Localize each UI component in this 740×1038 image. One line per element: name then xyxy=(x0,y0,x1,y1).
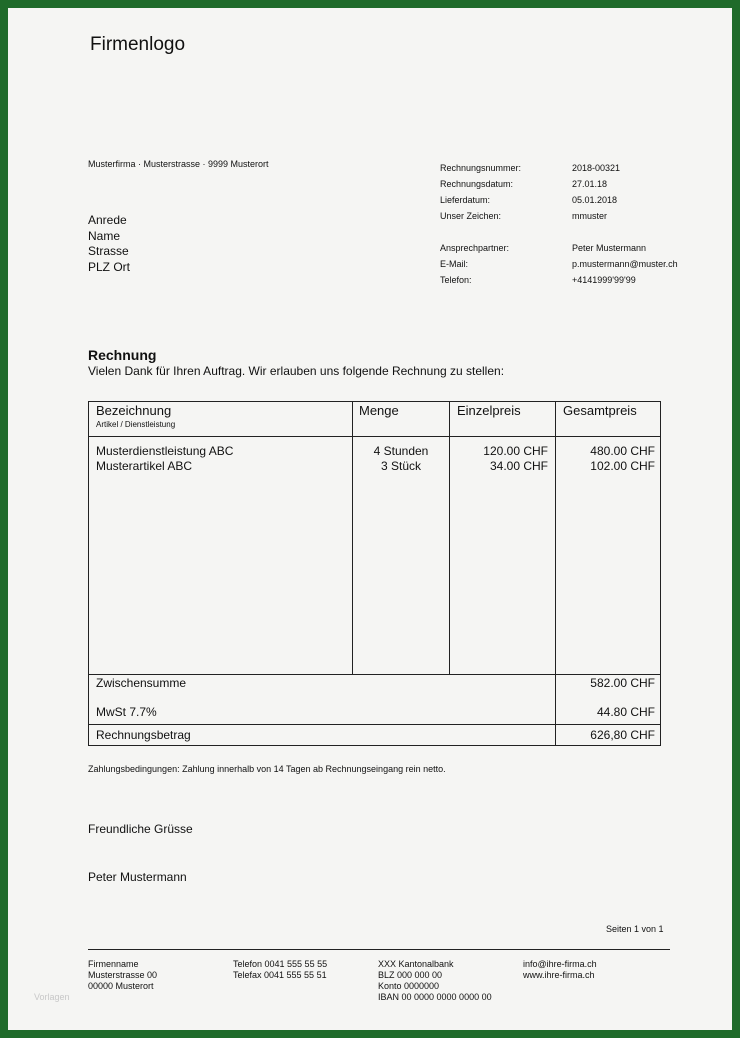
footer-line: Konto 0000000 xyxy=(378,981,440,991)
footer-line: Telefon 0041 555 55 55 xyxy=(233,959,328,969)
footer-phone xyxy=(233,959,327,981)
payment-terms: Zahlungsbedingungen: Zahlung innerhalb von 14 Tagen ab Rechnungseingang rein netto. xyxy=(88,764,446,774)
row-unit-price: 120.00 CHF xyxy=(483,444,548,458)
total-divider xyxy=(89,724,660,725)
vat-label: MwSt 7.7% xyxy=(96,705,157,719)
header-description-sub: Artikel / Dienstleistung xyxy=(96,420,176,429)
footer-line: 00000 Musterort xyxy=(88,981,154,991)
column-divider xyxy=(352,402,353,674)
delivery-date: 05.01.2018 xyxy=(572,195,618,205)
invoice-number: 2018-00321 xyxy=(572,163,621,173)
header-divider xyxy=(89,436,660,437)
header-description: Bezeichnung xyxy=(96,403,172,418)
header-quantity: Menge xyxy=(359,403,399,418)
invoice-meta xyxy=(440,163,678,291)
recipient-line: Strasse xyxy=(88,244,129,258)
footer-line: XXX Kantonalbank xyxy=(378,959,454,969)
invoice-table xyxy=(88,401,661,746)
footer-line: Firmenname xyxy=(88,959,139,969)
footer-line: Telefax 0041 555 55 51 xyxy=(233,970,327,980)
invoice-number-label: Rechnungsnummer: xyxy=(440,163,522,173)
intro-text: Vielen Dank für Ihren Auftrag. Wir erlauben uns folgende Rechnung zu stellen: xyxy=(88,364,505,378)
recipient-line: Name xyxy=(88,228,121,243)
row-description: Musterartikel ABC xyxy=(96,459,193,473)
page-number: Seiten 1 von 1 xyxy=(606,924,664,934)
invoice-page xyxy=(8,8,732,1030)
delivery-date-label: Lieferdatum: xyxy=(440,195,491,205)
row-quantity: 4 Stunden xyxy=(373,444,429,458)
invoice-date: 27.01.18 xyxy=(572,179,608,189)
invoice-date-label: Rechnungsdatum: xyxy=(440,179,514,189)
email-label: E-Mail: xyxy=(440,259,469,269)
footer-line: Musterstrasse 00 xyxy=(88,970,158,980)
footer-web xyxy=(523,959,597,981)
contact-label: Ansprechpartner: xyxy=(440,243,510,253)
body-divider xyxy=(89,674,660,675)
subtotal-value: 582.00 CHF xyxy=(590,676,655,690)
contact-person: Peter Mustermann xyxy=(572,243,647,253)
document-title: Rechnung xyxy=(88,347,157,363)
subtotal-label: Zwischensumme xyxy=(96,676,187,690)
header-unit-price: Einzelpreis xyxy=(457,403,521,418)
signature-name: Peter Mustermann xyxy=(88,870,187,884)
row-description: Musterdienstleistung ABC xyxy=(96,444,234,458)
footer-bank xyxy=(378,959,492,1003)
footer-company xyxy=(88,959,157,992)
reference: mmuster xyxy=(572,211,608,221)
reference-label: Unser Zeichen: xyxy=(440,211,502,221)
watermark: Vorlagen xyxy=(34,992,70,1002)
recipient-line: Anrede xyxy=(88,213,127,227)
header-total-price: Gesamtpreis xyxy=(563,403,637,418)
footer-line: info@ihre-firma.ch xyxy=(523,959,597,969)
recipient-line: PLZ Ort xyxy=(88,259,131,274)
phone: +4141999'99'99 xyxy=(572,275,636,285)
company-logo-text: Firmenlogo xyxy=(90,34,186,55)
closing-greeting: Freundliche Grüsse xyxy=(88,822,193,836)
grand-total-value: 626,80 CHF xyxy=(590,728,655,742)
row-quantity: 3 Stück xyxy=(380,459,422,473)
footer-divider xyxy=(88,949,670,950)
footer-line: BLZ 000 000 00 xyxy=(378,970,443,980)
column-divider xyxy=(449,402,450,674)
phone-label: Telefon: xyxy=(440,275,472,285)
footer-line: IBAN 00 0000 0000 0000 00 xyxy=(378,992,492,1002)
recipient-address xyxy=(88,213,130,275)
row-total-price: 480.00 CHF xyxy=(590,444,655,458)
sender-line: Musterfirma · Musterstrasse · 9999 Musterort xyxy=(88,159,269,169)
row-unit-price: 34.00 CHF xyxy=(489,459,548,473)
row-total-price: 102.00 CHF xyxy=(590,459,655,473)
email: p.mustermann@muster.ch xyxy=(572,259,678,269)
grand-total-label: Rechnungsbetrag xyxy=(96,728,191,742)
vat-value: 44.80 CHF xyxy=(596,705,655,719)
footer-line: www.ihre-firma.ch xyxy=(523,970,595,980)
